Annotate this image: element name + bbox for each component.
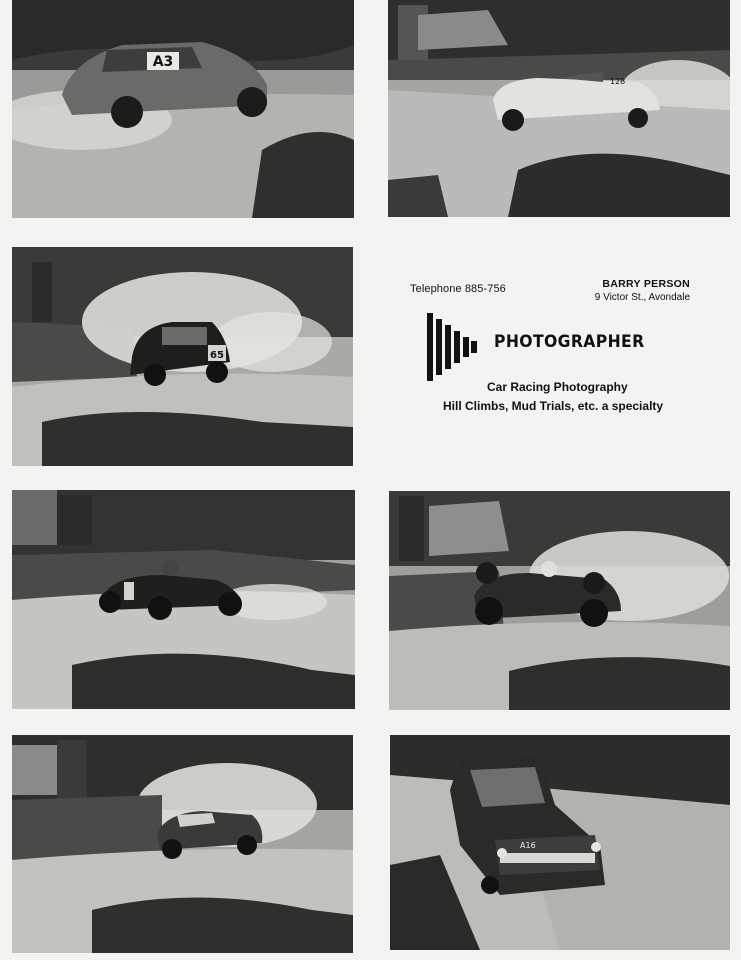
svg-text:128: 128	[610, 77, 626, 86]
photo-open-wheel-racer	[12, 490, 355, 709]
photographer-advertisement	[400, 275, 690, 425]
svg-text:A16: A16	[520, 841, 536, 850]
photo-roadster-cornering	[388, 0, 730, 217]
svg-text:A3: A3	[152, 54, 174, 70]
tagline-text: Car Racing Photography	[487, 380, 628, 394]
camera-bars-logo-icon	[427, 313, 477, 381]
photo-saloon-car-cornering	[12, 0, 354, 218]
photographer-name: BARRY PERSON	[602, 278, 690, 290]
photo-saloon-approaching	[390, 735, 730, 950]
telephone-text: Telephone 885-756	[410, 283, 506, 295]
photographer-heading: PHOTOGRAPHER	[494, 332, 645, 352]
photographer-address: 9 Victor St., Avondale	[594, 292, 690, 303]
photo-vintage-saloon-dust-cloud	[12, 247, 353, 466]
photo-special-with-driver-helmet	[389, 491, 730, 710]
specialty-text: Hill Climbs, Mud Trials, etc. a specialty	[443, 399, 664, 413]
photographer-contact	[595, 278, 690, 304]
svg-text:65: 65	[210, 350, 224, 361]
photo-sports-car-dust-cloud	[12, 735, 353, 953]
